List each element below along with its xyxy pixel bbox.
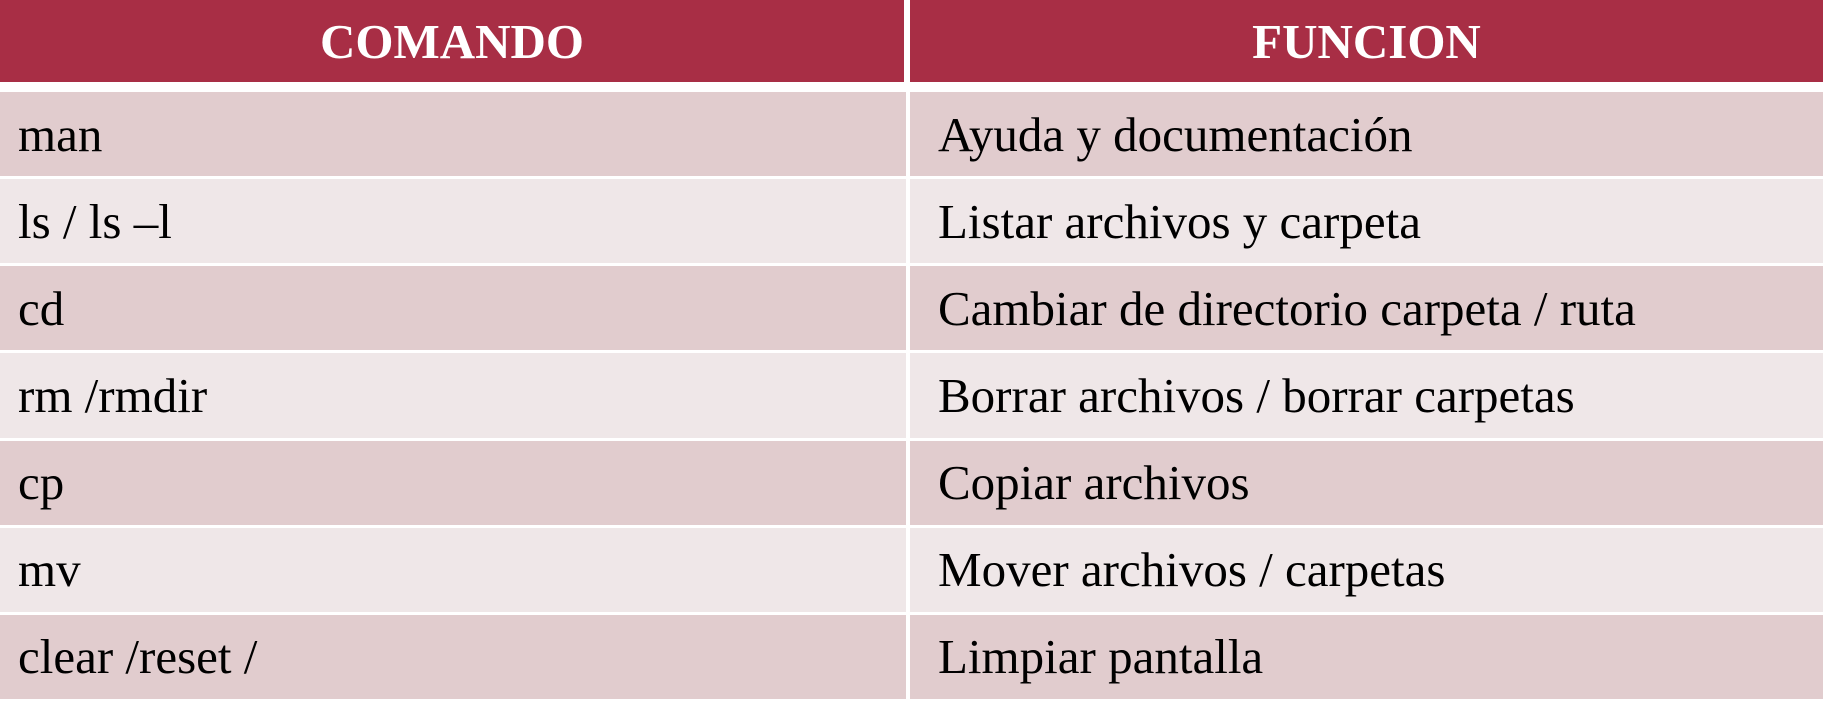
table-cell-comando: clear /reset / [0,615,910,702]
table-cell-funcion: Borrar archivos / borrar carpetas [910,353,1823,440]
table-cell-funcion: Listar archivos y carpeta [910,179,1823,266]
table-cell-funcion: Mover archivos / carpetas [910,528,1823,615]
table-cell-comando: ls / ls –l [0,179,910,266]
table-cell-comando: rm /rmdir [0,353,910,440]
table-cell-funcion: Limpiar pantalla [910,615,1823,702]
table-cell-funcion: Ayuda y documentación [910,92,1823,179]
table-cell-comando: mv [0,528,910,615]
column-header-funcion: FUNCION [910,0,1823,92]
table-cell-comando: man [0,92,910,179]
column-header-comando: COMANDO [0,0,910,92]
table-cell-funcion: Copiar archivos [910,441,1823,528]
table-cell-comando: cp [0,441,910,528]
table-cell-funcion: Cambiar de directorio carpeta / ruta [910,266,1823,353]
table-cell-comando: cd [0,266,910,353]
